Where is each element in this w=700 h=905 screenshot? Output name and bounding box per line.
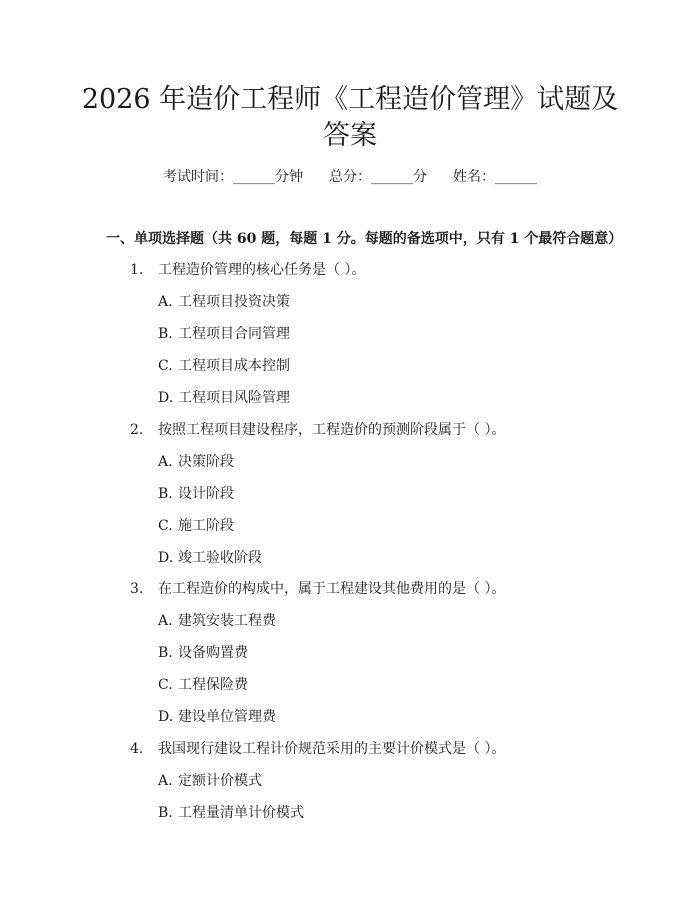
- option-letter: D.: [158, 550, 174, 566]
- option-text: 工程保险费: [178, 677, 248, 693]
- question-3: [130, 578, 505, 600]
- question-number: 1.: [130, 262, 144, 278]
- question-text: 按照工程项目建设程序，工程造价的预测阶段属于（ ）。: [158, 422, 506, 438]
- option-letter: D.: [158, 709, 174, 725]
- option-text: 决策阶段: [178, 454, 234, 470]
- question-1-option-b: [158, 323, 290, 345]
- question-1-option-a: [158, 291, 290, 313]
- option-text: 建筑安装工程费: [178, 613, 276, 629]
- section-heading: 一、单项选择题（共 60 题，每题 1 分。每题的备选项中，只有 1 个最符合题意）: [106, 231, 623, 247]
- option-text: 工程项目投资决策: [178, 294, 290, 310]
- question-2: [130, 419, 505, 441]
- name-label: 姓名：______: [453, 169, 537, 185]
- question-3-option-d: [158, 706, 276, 728]
- question-4: [130, 738, 505, 760]
- exam-time-label: 考试时间：______分钟: [163, 169, 303, 185]
- option-letter: A.: [158, 773, 173, 789]
- option-letter: D.: [158, 390, 174, 406]
- question-2-option-b: [158, 483, 234, 505]
- question-4-option-a: [158, 770, 262, 792]
- page-title-continued: 答案: [323, 120, 377, 151]
- question-2-option-d: [158, 547, 262, 569]
- option-letter: B.: [158, 645, 173, 661]
- question-text: 我国现行建设工程计价规范采用的主要计价模式是（ ）。: [158, 741, 506, 757]
- question-1-option-d: [158, 387, 290, 409]
- question-1-option-c: [158, 355, 290, 377]
- question-3-option-a: [158, 610, 276, 632]
- question-1: [130, 259, 365, 281]
- question-number: 4.: [130, 741, 144, 757]
- option-text: 工程项目合同管理: [178, 326, 290, 342]
- option-text: 工程项目成本控制: [178, 358, 290, 374]
- question-2-option-c: [158, 515, 234, 537]
- exam-info: [0, 166, 700, 188]
- option-text: 设备购置费: [178, 645, 248, 661]
- option-text: 建设单位管理费: [178, 709, 276, 725]
- option-text: 工程项目风险管理: [178, 390, 290, 406]
- option-text: 设计阶段: [178, 486, 234, 502]
- option-text: 工程量清单计价模式: [178, 805, 304, 821]
- option-letter: A.: [158, 454, 173, 470]
- option-letter: B.: [158, 486, 173, 502]
- question-text: 在工程造价的构成中，属于工程建设其他费用的是（ ）。: [158, 581, 506, 597]
- option-letter: B.: [158, 805, 173, 821]
- total-score-label: 总分：______分: [329, 169, 427, 185]
- option-text: 定额计价模式: [178, 773, 262, 789]
- question-text: 工程造价管理的核心任务是（ ）。: [158, 262, 366, 278]
- option-letter: C.: [158, 677, 173, 693]
- option-letter: B.: [158, 326, 173, 342]
- option-letter: A.: [158, 294, 173, 310]
- option-letter: C.: [158, 358, 173, 374]
- option-letter: A.: [158, 613, 173, 629]
- question-number: 3.: [130, 581, 144, 597]
- option-letter: C.: [158, 518, 173, 534]
- page-title: 2026 年造价工程师《工程造价管理》试题及: [81, 84, 619, 115]
- question-number: 2.: [130, 422, 144, 438]
- question-2-option-a: [158, 451, 234, 473]
- question-3-option-b: [158, 642, 248, 664]
- question-3-option-c: [158, 674, 248, 696]
- option-text: 竣工验收阶段: [178, 550, 262, 566]
- option-text: 施工阶段: [178, 518, 234, 534]
- question-4-option-b: [158, 802, 304, 824]
